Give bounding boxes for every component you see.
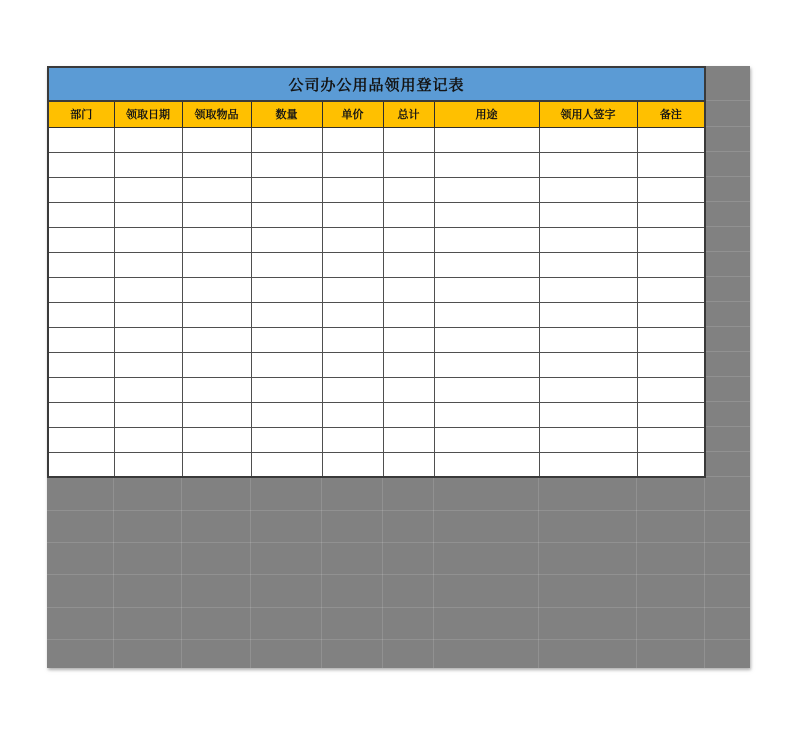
table-row-7 <box>48 277 705 302</box>
empty-cell[interactable] <box>322 402 383 427</box>
grid-line <box>47 542 750 543</box>
empty-cell[interactable] <box>637 277 705 302</box>
empty-cell[interactable] <box>383 277 434 302</box>
empty-cell[interactable] <box>434 427 539 452</box>
empty-cell[interactable] <box>434 377 539 402</box>
empty-cell[interactable] <box>48 427 114 452</box>
spreadsheet-canvas <box>47 66 750 668</box>
empty-cell[interactable] <box>637 302 705 327</box>
empty-cell[interactable] <box>637 352 705 377</box>
empty-cell[interactable] <box>48 277 114 302</box>
empty-cell[interactable] <box>539 452 637 477</box>
empty-cell[interactable] <box>114 277 182 302</box>
empty-cell[interactable] <box>251 377 322 402</box>
empty-cell[interactable] <box>322 377 383 402</box>
empty-cell[interactable] <box>182 427 251 452</box>
empty-cell[interactable] <box>539 127 637 152</box>
table-row-13 <box>48 427 705 452</box>
empty-cell[interactable] <box>48 327 114 352</box>
empty-cell[interactable] <box>251 302 322 327</box>
empty-cell[interactable] <box>251 327 322 352</box>
empty-cell[interactable] <box>637 377 705 402</box>
empty-cell[interactable] <box>322 252 383 277</box>
empty-cell[interactable] <box>182 277 251 302</box>
table-row-8 <box>48 302 705 327</box>
empty-cell[interactable] <box>539 327 637 352</box>
table-row-3 <box>48 177 705 202</box>
empty-cell[interactable] <box>637 177 705 202</box>
empty-cell[interactable] <box>48 302 114 327</box>
empty-cell[interactable] <box>434 152 539 177</box>
empty-cell[interactable] <box>322 177 383 202</box>
empty-cell[interactable] <box>383 352 434 377</box>
empty-cell[interactable] <box>114 177 182 202</box>
empty-cell[interactable] <box>182 302 251 327</box>
table-row-6 <box>48 252 705 277</box>
empty-cell[interactable] <box>434 352 539 377</box>
empty-cell[interactable] <box>251 127 322 152</box>
empty-cell[interactable] <box>182 377 251 402</box>
empty-cell[interactable] <box>383 452 434 477</box>
empty-cell[interactable] <box>637 202 705 227</box>
empty-cell[interactable] <box>182 127 251 152</box>
empty-cell[interactable] <box>322 327 383 352</box>
column-header-5: 单价 <box>322 101 383 127</box>
empty-cell[interactable] <box>637 227 705 252</box>
column-header-8: 领用人签字 <box>539 101 637 127</box>
table-title-row <box>48 67 705 101</box>
empty-cell[interactable] <box>182 152 251 177</box>
column-header-1: 部门 <box>48 101 114 127</box>
empty-cell[interactable] <box>48 377 114 402</box>
empty-cell[interactable] <box>637 152 705 177</box>
empty-cell[interactable] <box>434 227 539 252</box>
empty-cell[interactable] <box>251 352 322 377</box>
table-row-5 <box>48 227 705 252</box>
table-row-12 <box>48 402 705 427</box>
empty-cell[interactable] <box>114 352 182 377</box>
empty-cell[interactable] <box>48 177 114 202</box>
empty-cell[interactable] <box>251 202 322 227</box>
table-row-14 <box>48 452 705 477</box>
empty-cell[interactable] <box>434 202 539 227</box>
empty-cell[interactable] <box>114 327 182 352</box>
empty-cell[interactable] <box>48 202 114 227</box>
empty-cell[interactable] <box>322 277 383 302</box>
column-header-3: 领取物品 <box>182 101 251 127</box>
empty-cell[interactable] <box>251 402 322 427</box>
empty-cell[interactable] <box>539 302 637 327</box>
empty-cell[interactable] <box>114 427 182 452</box>
table-row-1 <box>48 127 705 152</box>
empty-cell[interactable] <box>539 227 637 252</box>
empty-cell[interactable] <box>539 352 637 377</box>
empty-cell[interactable] <box>434 302 539 327</box>
column-header-6: 总计 <box>383 101 434 127</box>
empty-cell[interactable] <box>182 327 251 352</box>
table-header-row <box>48 101 705 127</box>
column-header-9: 备注 <box>637 101 705 127</box>
empty-cell[interactable] <box>114 127 182 152</box>
empty-cell[interactable] <box>637 327 705 352</box>
empty-cell[interactable] <box>48 452 114 477</box>
empty-cell[interactable] <box>539 202 637 227</box>
empty-cell[interactable] <box>182 402 251 427</box>
empty-cell[interactable] <box>182 352 251 377</box>
grid-line <box>47 574 750 575</box>
table-row-2 <box>48 152 705 177</box>
table-row-4 <box>48 202 705 227</box>
empty-cell[interactable] <box>383 252 434 277</box>
table-row-11 <box>48 377 705 402</box>
empty-cell[interactable] <box>383 377 434 402</box>
empty-cell[interactable] <box>539 377 637 402</box>
empty-cell[interactable] <box>383 152 434 177</box>
empty-cell[interactable] <box>383 202 434 227</box>
empty-cell[interactable] <box>434 252 539 277</box>
table-row-9 <box>48 327 705 352</box>
empty-cell[interactable] <box>251 152 322 177</box>
empty-cell[interactable] <box>251 252 322 277</box>
empty-cell[interactable] <box>322 352 383 377</box>
office-supplies-register-table <box>47 66 706 478</box>
empty-cell[interactable] <box>434 327 539 352</box>
empty-cell[interactable] <box>251 452 322 477</box>
empty-cell[interactable] <box>114 227 182 252</box>
empty-cell[interactable] <box>251 227 322 252</box>
empty-cell[interactable] <box>322 302 383 327</box>
empty-cell[interactable] <box>182 227 251 252</box>
empty-cell[interactable] <box>251 277 322 302</box>
empty-cell[interactable] <box>383 227 434 252</box>
empty-cell[interactable] <box>434 452 539 477</box>
empty-cell[interactable] <box>383 302 434 327</box>
empty-cell[interactable] <box>114 202 182 227</box>
empty-cell[interactable] <box>322 152 383 177</box>
empty-cell[interactable] <box>434 127 539 152</box>
empty-cell[interactable] <box>434 402 539 427</box>
empty-cell[interactable] <box>48 352 114 377</box>
empty-cell[interactable] <box>114 302 182 327</box>
empty-cell[interactable] <box>251 177 322 202</box>
empty-cell[interactable] <box>434 177 539 202</box>
empty-cell[interactable] <box>182 252 251 277</box>
empty-cell[interactable] <box>322 452 383 477</box>
empty-cell[interactable] <box>322 227 383 252</box>
column-header-4: 数量 <box>251 101 322 127</box>
empty-cell[interactable] <box>48 402 114 427</box>
grid-line <box>47 510 750 511</box>
empty-cell[interactable] <box>322 427 383 452</box>
empty-cell[interactable] <box>48 227 114 252</box>
column-header-7: 用途 <box>434 101 539 127</box>
empty-cell[interactable] <box>114 377 182 402</box>
empty-cell[interactable] <box>322 127 383 152</box>
empty-cell[interactable] <box>539 402 637 427</box>
empty-cell[interactable] <box>322 202 383 227</box>
empty-cell[interactable] <box>182 452 251 477</box>
empty-cell[interactable] <box>637 427 705 452</box>
empty-cell[interactable] <box>251 427 322 452</box>
empty-cell[interactable] <box>114 152 182 177</box>
empty-cell[interactable] <box>182 177 251 202</box>
empty-cell[interactable] <box>637 402 705 427</box>
empty-cell[interactable] <box>539 177 637 202</box>
column-header-2: 领取日期 <box>114 101 182 127</box>
empty-cell[interactable] <box>383 327 434 352</box>
grid-line <box>47 639 750 640</box>
empty-cell[interactable] <box>114 252 182 277</box>
empty-cell[interactable] <box>182 202 251 227</box>
empty-cell[interactable] <box>539 152 637 177</box>
empty-cell[interactable] <box>539 277 637 302</box>
empty-cell[interactable] <box>539 427 637 452</box>
empty-cell[interactable] <box>637 252 705 277</box>
table-row-10 <box>48 352 705 377</box>
empty-cell[interactable] <box>637 127 705 152</box>
empty-cell[interactable] <box>539 252 637 277</box>
empty-cell[interactable] <box>383 177 434 202</box>
empty-cell[interactable] <box>48 152 114 177</box>
empty-cell[interactable] <box>48 127 114 152</box>
empty-cell[interactable] <box>114 452 182 477</box>
empty-cell[interactable] <box>383 402 434 427</box>
empty-cell[interactable] <box>637 452 705 477</box>
empty-cell[interactable] <box>48 252 114 277</box>
empty-cell[interactable] <box>114 402 182 427</box>
empty-cell[interactable] <box>434 277 539 302</box>
grid-line <box>47 607 750 608</box>
empty-cell[interactable] <box>383 427 434 452</box>
table-title: 公司办公用品领用登记表 <box>48 67 705 101</box>
empty-cell[interactable] <box>383 127 434 152</box>
